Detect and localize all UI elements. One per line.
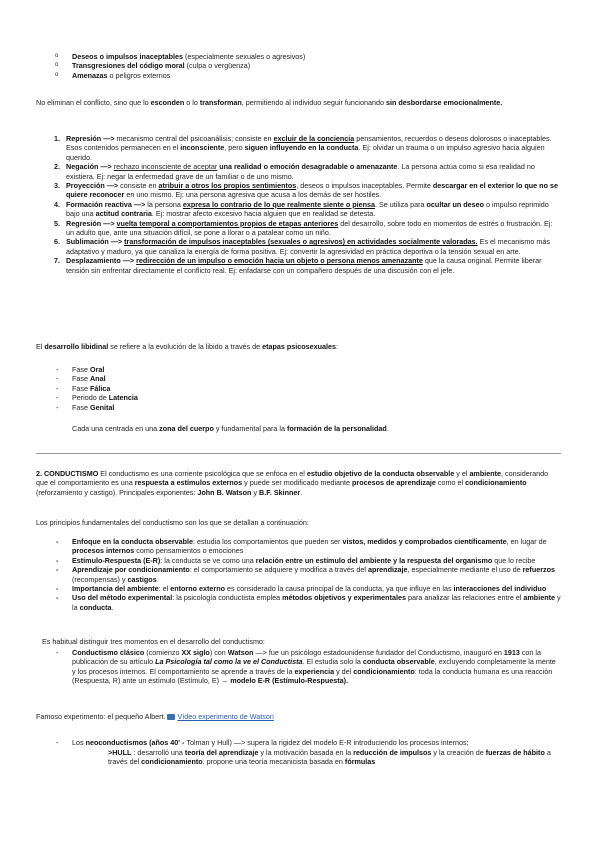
list-item: - Los neoconductismos (años 40' - Tolman y Hull) —> supera la rigidez del modelo E-R introduciendo los procesos internos; <box>36 738 561 747</box>
list-item: 6. Sublimación —> transformación de impulsos inaceptables (sexuales o agresivos) en actividades socialmente valoradas. Es el mecanismo más adaptativo y maduro, ya que canaliza la energía de forma positiva. Ej: convertir la agresividad en práctica deportiva o la tensión sexual en arte. <box>54 237 550 256</box>
video-link[interactable]: Vídeo experimento de Watson <box>177 712 274 721</box>
list-item: - Fase Genital <box>36 403 561 412</box>
list-item: 3. Proyección —> consiste en atribuir a otros los propios sentimientos, deseos o impulsos inaceptables. Permite descargar en el exterior lo que no se quiere reconocer en uno mismo. Ej: una persona agresiva que acusa a los demás de ser hostiles. <box>54 181 558 200</box>
list-item: - Fase Anal <box>36 374 561 383</box>
neo-list <box>36 738 561 747</box>
video-icon <box>167 714 175 720</box>
conductismo-paragraph: 2. CONDUCTISMO El conductismo es una corriente psicológica que se enfoca en el estudio objetivo de la conducta observable y el ambiente, considerando que el comportamiento es una respuesta a estímulos externos y puede ser modificado mediante procesos de aprendizaje como el condicionamiento (reforzamiento y castigo). Principales exponentes: John B. Watson y B.F. Skinner. <box>36 469 549 497</box>
list-item: 5. Regresión —> vuelta temporal a comportamientos propios de etapas anteriores del desarrollo, sobre todo en momentos de estrés o frustración. Ej: un adulto que, ante una situación difícil, se pone a llorar o a patalear como un niño. <box>54 218 553 238</box>
list-item: - Periodo de Latencia <box>36 393 561 402</box>
list-item: o Deseos o impulsos inaceptables (especialmente sexuales o agresivos) <box>55 52 555 61</box>
list-item: - Estímulo-Respuesta (E-R): la conducta se ve como una relación entre un estímulo del ambiente y la respuesta del organismo que lo recibe <box>36 556 561 565</box>
principles-list <box>36 537 561 612</box>
defense-mechanisms-list <box>36 134 561 275</box>
experiment-line: Famoso experimento: el pequeño Albert. Vídeo experimento de Watson <box>36 712 274 721</box>
hull-paragraph: >HULL : desarrolló una teoría del aprendizaje y la motivación basada en la reducción de impulsos y la creación de fuerzas de hábito a través del condicionamiento. propone una teoría mecanicista basada en fórmulas <box>108 748 551 767</box>
moments-intro: Es habitual distinguir tres momentos en el desarrollo del conductismo: <box>42 637 265 646</box>
section-divider <box>36 453 561 454</box>
intro-paragraph: No eliminan el conflicto, sino que lo esconden o lo transforman, permitiendo al individuo seguir funcionando sin desbordarse emocionalmente. <box>36 98 503 107</box>
list-item: - Fase Oral <box>36 365 561 374</box>
list-item: 7. Desplazamiento —> redirección de un impulso o emoción hacia un objeto o persona menos amenazante que la causa original. Permite liberar tensión sin enfrentar directamente el conflicto real. Ej: enfadarse con un compañero después de una discusión con el jefe. <box>54 256 542 275</box>
list-item: 2. Negación —> rechazo inconsciente de aceptar una realidad o emoción desagradable o amenazante. La persona actúa como si esa realidad no existiera. Ej: negar la enfermedad grave de un familiar o de uno mismo. <box>54 162 535 181</box>
phases-note: Cada una centrada en una zona del cuerpo y fundamental para la formación de la personalidad. <box>72 424 389 433</box>
list-item: - Enfoque en la conducta observable: estudia los comportamientos que pueden ser vistos, medidos y comprobados científicamente, en lugar de procesos internos como pensamientos o emociones <box>36 537 561 556</box>
phases-list <box>36 365 561 412</box>
list-item: o Transgresiones del código moral (culpa o vergüenza) <box>55 61 555 70</box>
list-item: - Uso del método experimental: la psicología conductista emplea métodos objetivos y experimentales para analizar las relaciones entre el ambiente y la conducta. <box>36 593 561 612</box>
list-item: - Importancia del ambiente: el entorno externo es considerado la causa principal de la conducta, ya que influye en las interacciones del individuo <box>36 584 561 593</box>
libidinal-paragraph: El desarrollo libidinal se refiere a la evolución de la libido a través de etapas psicosexuales: <box>36 342 339 351</box>
list-item: 1. Represión —> mecanismo central del psicoanálisis; consiste en excluir de la conciencia pensamientos, recuerdos o deseos dolorosos o inaceptables. Esos contenidos permanecen en el inconsciente, pero siguen influyendo en la conducta. Ej: olvidar un trauma o un impulso agresivo hacia alguien querido. <box>54 134 552 162</box>
list-item: 4. Formación reactiva —> la persona expresa lo contrario de lo que realmente siente o piensa. Se utiliza para ocultar un deseo o impulso reprimido bajo una actitud contraria. Ej: mostrar afecto excesivo hacia alguien que en realidad se detesta. <box>54 199 549 219</box>
source-list <box>55 52 555 80</box>
list-item: - Fase Fálica <box>36 384 561 393</box>
principles-intro: Los principios fundamentales del conductismo son los que se detallan a continuación: <box>36 518 309 527</box>
list-item: o Amenazas o peligros externos <box>55 71 555 80</box>
list-item: - Aprendizaje por condicionamiento: el comportamiento se adquiere y modifica a través del aprendizaje, especialmente mediante el uso de refuerzos (recompensas) y castigos <box>36 565 561 584</box>
list-item: - Conductismo clásico (comienzo XX siglo) con Watson —> fue un psicólogo estadounidense fundador del Conductismo, inauguró en 1913 con la publicación de su artículo La Psicología tal como la ve el Conductista. El estudia solo la conducta observable, excluyendo completamente la mente y los procesos internos. El comportamiento se aprende a través de la experiencia y del condicionamiento: toda la conducta humana es una reacción (Respuesta, R) ante un estímulo (Estímulo, E) → modelo E-R (Estímulo-Respuesta). <box>36 648 561 686</box>
moments-list <box>36 648 561 686</box>
